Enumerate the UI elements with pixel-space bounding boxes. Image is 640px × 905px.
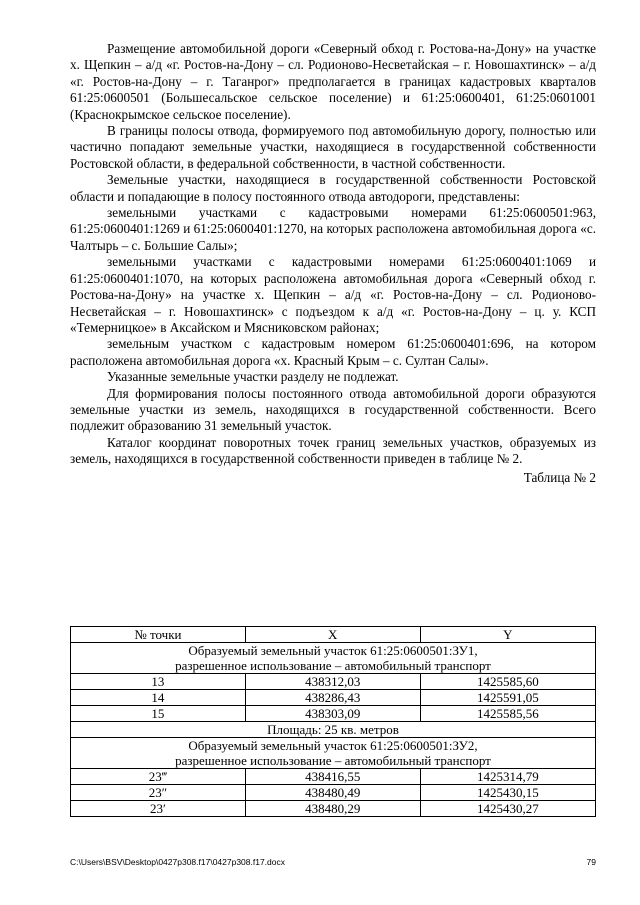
area-text: Площадь: 25 кв. метров — [71, 722, 596, 738]
coordinates-table — [70, 626, 596, 817]
cell-point: 14 — [71, 690, 246, 706]
header-point: № точки — [71, 627, 246, 643]
paragraph: Каталог координат поворотных точек границ земельных участков, образуемых из земель, находящихся в государственной собственности приведен в таблице № 2. — [70, 434, 596, 467]
cell-x: 438286,43 — [245, 690, 420, 706]
paragraph: Размещение автомобильной дороги «Северный обход г. Ростова-на-Дону» на участке х. Щепкин – а/д «г. Ростов-на-Дону – сл. Родионово-Несветайская – г. Новошахтинск» – а/д «г. Ростов-на-Дону – г. Таганрог» предполагается в границах кадастровых кварталов 61:25:0600501 (Большесальское сельское поселение) и 61:25:0600401, 61:25:0601001 (Краснокрымское сельское поселение). — [70, 41, 596, 122]
file-path: C:\Users\BSV\Desktop\0427p308.f17\0427p308.f17.docx — [70, 857, 286, 867]
section-title — [71, 643, 596, 674]
page-footer — [70, 857, 596, 867]
table-row — [71, 785, 596, 801]
table-row — [71, 690, 596, 706]
section-title-row — [71, 643, 596, 674]
cell-y: 1425314,79 — [420, 769, 595, 785]
section-title-line1: Образуемый земельный участок 61:25:0600501:ЗУ1, — [188, 643, 478, 658]
paragraph: земельными участками с кадастровыми номерами 61:25:0600501:963, 61:25:0600401:1269 и 61:25:0600401:1270, на которых расположена автомобильная дорога «с. Чалтырь – с. Большие Салы»; — [70, 205, 596, 253]
paragraph: В границы полосы отвода, формируемого под автомобильную дорогу, полностью или частично попадают земельные участки, находящиеся в государственной собственности Ростовской области, в федеральной собственности, в частной собственности. — [70, 123, 596, 171]
cell-x: 438312,03 — [245, 674, 420, 690]
table-row — [71, 706, 596, 722]
section-title-line2: разрешенное использование – автомобильный транспорт — [175, 753, 491, 768]
cell-x: 438480,29 — [245, 801, 420, 817]
paragraph: земельными участками с кадастровыми номерами 61:25:0600401:1069 и 61:25:0600401:1070, на которых расположена автомобильная дорога «Северный обход г. Ростова-на-Дону» на участке х. Щепкин – а/д «г. Ростов-на-Дону – сл. Родионово-Несветайская – г. Новошахтинск» с подъездом к а/д «г. Ростов-на-Дону – ц. у. КСП «Темерницкое» в Аксайском и Мясниковском районах; — [70, 254, 596, 335]
section-title-line1: Образуемый земельный участок 61:25:0600501:ЗУ2, — [188, 738, 478, 753]
cell-y: 1425585,56 — [420, 706, 595, 722]
table-row — [71, 801, 596, 817]
table-header-row — [71, 627, 596, 643]
cell-y: 1425585,60 — [420, 674, 595, 690]
area-row — [71, 722, 596, 738]
paragraph: Для формирования полосы постоянного отвода автомобильной дороги образуются земельные участки из земель, находящихся в государственной собственности. Всего подлежит образованию 31 земельный участок. — [70, 385, 596, 434]
cell-y: 1425430,27 — [420, 801, 595, 817]
cell-x: 438303,09 — [245, 706, 420, 722]
cell-x: 438480,49 — [245, 785, 420, 801]
section-title-line2: разрешенное использование – автомобильный транспорт — [175, 658, 491, 673]
section-title-row — [71, 738, 596, 769]
page-number: 79 — [586, 857, 596, 867]
header-y: Y — [420, 627, 595, 643]
cell-point: 15 — [71, 706, 246, 722]
cell-point: 13 — [71, 674, 246, 690]
table-row — [71, 769, 596, 785]
document-body — [70, 41, 596, 486]
paragraph: земельным участком с кадастровым номером 61:25:0600401:696, на котором расположена автомобильная дорога «х. Красный Крым – с. Султан Салы». — [70, 336, 596, 368]
cell-point: 23‴ — [71, 769, 246, 785]
cell-x: 438416,55 — [245, 769, 420, 785]
header-x: X — [245, 627, 420, 643]
paragraph: Указанные земельные участки разделу не подлежат. — [107, 369, 399, 385]
paragraph: Земельные участки, находящиеся в государственной собственности Ростовской области и попадающие в полосу постоянного отвода автодороги, представлены: — [70, 172, 596, 204]
cell-point: 23′ — [71, 801, 246, 817]
cell-point: 23″ — [71, 785, 246, 801]
table-caption: Таблица № 2 — [523, 469, 596, 485]
section-title — [71, 738, 596, 769]
cell-y: 1425430,15 — [420, 785, 595, 801]
table-row — [71, 674, 596, 690]
cell-y: 1425591,05 — [420, 690, 595, 706]
